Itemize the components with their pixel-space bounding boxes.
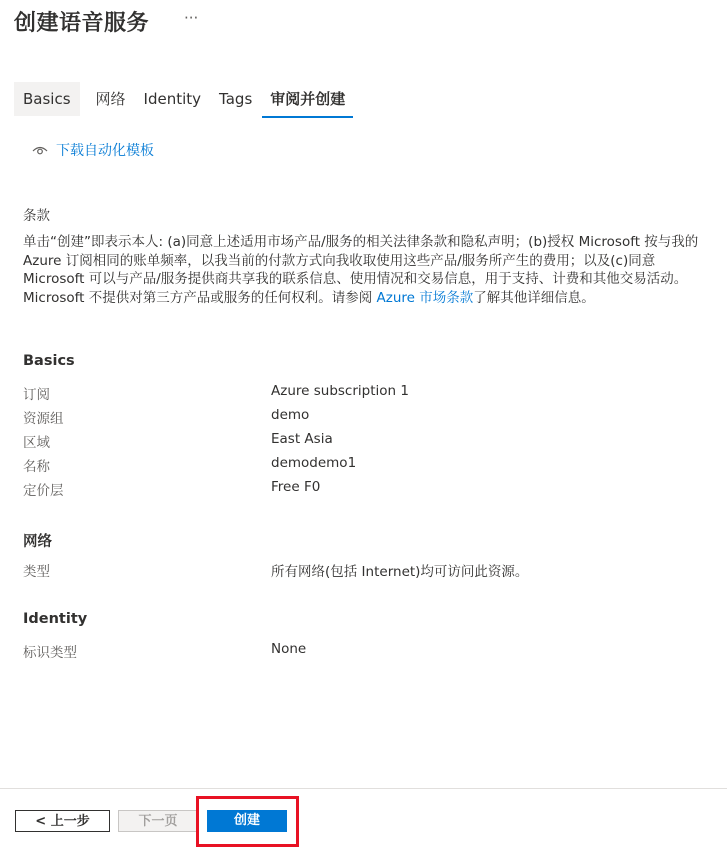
download-template-link[interactable] xyxy=(32,140,154,160)
next-button[interactable]: 下一页 xyxy=(118,810,198,832)
row-value: Azure subscription 1 xyxy=(271,383,409,399)
row-value: Free F0 xyxy=(271,479,321,495)
identity-row-type xyxy=(23,641,713,661)
footer-divider xyxy=(0,788,727,789)
marketplace-terms-link[interactable]: Azure 市场条款 xyxy=(376,289,474,306)
basics-section-title: Basics xyxy=(23,353,75,369)
tab-basics[interactable]: Basics xyxy=(14,82,80,116)
network-section-title: 网络 xyxy=(23,534,52,550)
row-label: 标识类型 xyxy=(23,645,77,661)
more-options-button[interactable]: ··· xyxy=(184,9,199,27)
basics-row-subscription xyxy=(23,383,713,403)
row-label: 订阅 xyxy=(23,387,50,403)
row-label: 资源组 xyxy=(23,411,64,427)
row-label: 名称 xyxy=(23,459,50,475)
basics-row-region xyxy=(23,431,713,451)
basics-row-pricing-tier xyxy=(23,479,713,499)
row-label: 类型 xyxy=(23,564,50,580)
row-label: 定价层 xyxy=(23,483,64,499)
row-value: East Asia xyxy=(271,431,333,447)
basics-row-resource-group xyxy=(23,407,713,427)
row-value: None xyxy=(271,641,307,657)
tab-identity[interactable]: Identity xyxy=(143,90,202,108)
tab-review-create[interactable]: 审阅并创建 xyxy=(262,82,353,118)
create-button[interactable]: 创建 xyxy=(207,810,287,832)
row-label: 区域 xyxy=(23,435,50,451)
terms-text-after: 了解其他详细信息。 xyxy=(473,289,595,306)
tab-network[interactable]: 网络 xyxy=(95,90,126,108)
terms-text-before: 单击“创建”即表示本人: (a)同意上述适用市场产品/服务的相关法律条款和隐私声明；(b)授权 Microsoft 按与我的 Azure 订阅相同的账单频率，以我当前的付款方式向我收取使用这些产品/服务所产生的费用；以及(c)同意 Microsoft 可以与产品/服务提供商共享我的联系信息、使用情况和交易信息，用于支持、计费和其他交易活动。Microsoft 不提供对第三方产品或服务的任何权利。请参阅 xyxy=(23,234,699,306)
tab-tags[interactable]: Tags xyxy=(219,90,253,108)
row-value: demo xyxy=(271,407,310,423)
download-template-label: 下载自动化模板 xyxy=(56,143,154,159)
row-value: 所有网络(包括 Internet)均可访问此资源。 xyxy=(271,564,529,580)
tab-bar xyxy=(14,82,355,118)
page-title: 创建语音服务 xyxy=(14,11,150,36)
terms-text xyxy=(23,233,711,307)
previous-button[interactable]: < 上一步 xyxy=(15,810,110,832)
eye-icon xyxy=(32,142,48,158)
basics-row-name xyxy=(23,455,713,475)
network-row-type xyxy=(23,560,713,580)
terms-title: 条款 xyxy=(23,208,50,224)
identity-section-title: Identity xyxy=(23,611,88,627)
row-value: demodemo1 xyxy=(271,455,357,471)
